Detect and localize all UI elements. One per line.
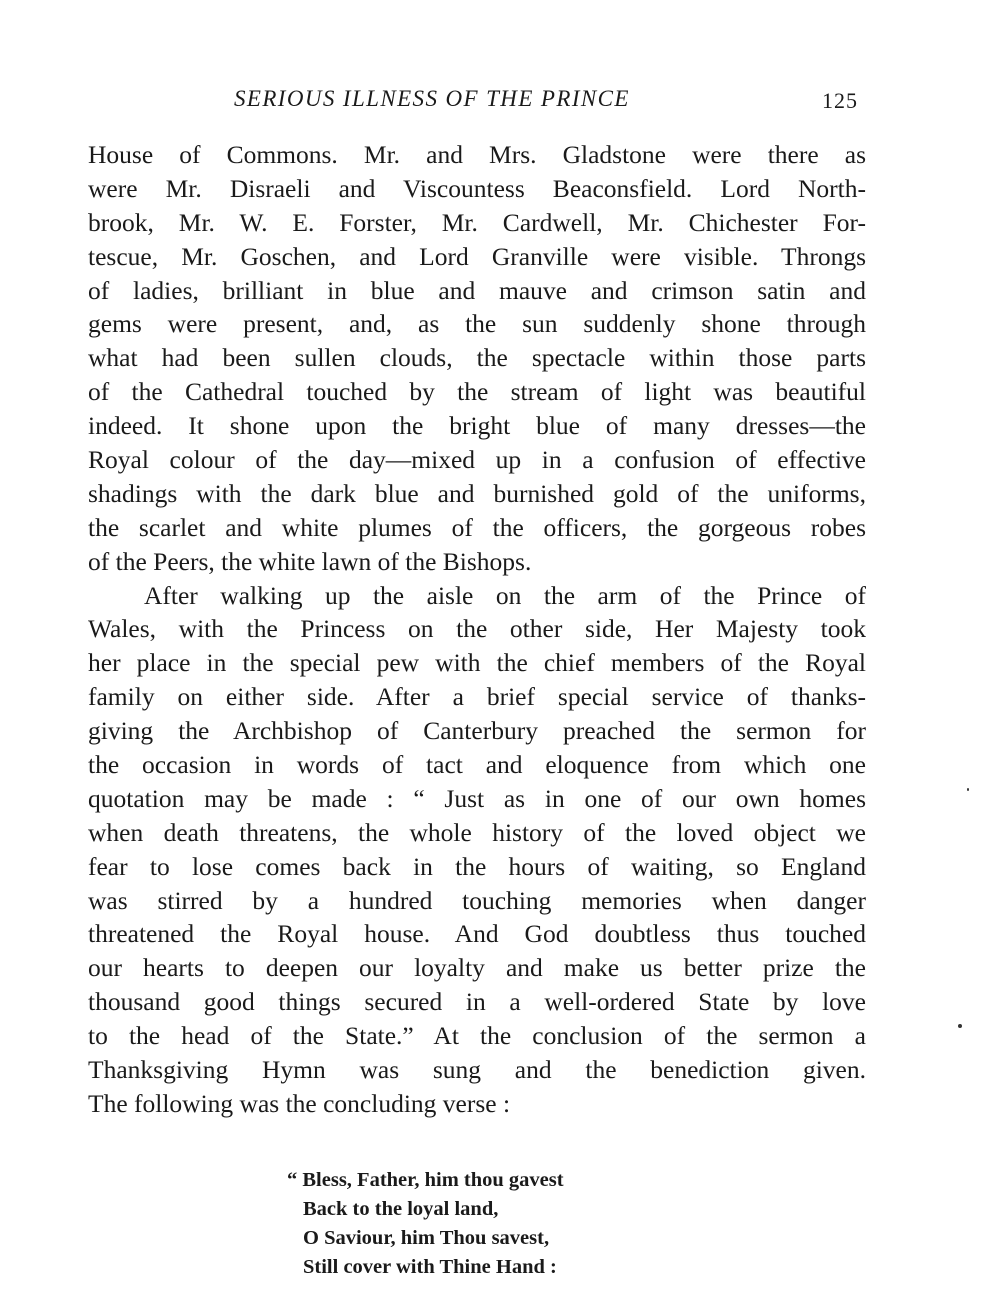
text-line: her place in the special pew with the chief members of the Royal — [88, 648, 866, 678]
text-line: giving the Archbishop of Canterbury preached the sermon for — [88, 716, 866, 746]
text-line: family on either side. After a brief special service of thanks- — [88, 682, 866, 712]
text-line: what had been sullen clouds, the spectacle within those parts — [88, 343, 866, 373]
text-line: shadings with the dark blue and burnished gold of the uniforms, — [88, 478, 866, 508]
page-number: 125 — [822, 88, 858, 113]
ink-speck — [967, 788, 969, 791]
text-line: fear to lose comes back in the hours of waiting, so England — [88, 851, 866, 881]
text-line: threatened the Royal house. And God doubtless thus touched — [88, 919, 866, 949]
text-line: of ladies, brilliant in blue and mauve and crimson satin and — [88, 275, 866, 305]
text-line: The following was the concluding verse : — [88, 1088, 511, 1118]
text-line: when death threatens, the whole history of the loved object we — [88, 817, 866, 847]
text-line: quotation may be made : “ Just as in one of our own homes — [88, 783, 866, 813]
text-line: Royal colour of the day—mixed up in a confusion of effective — [88, 445, 866, 475]
hymn-line: O Saviour, him Thou savest, — [303, 1227, 550, 1249]
text-line: thousand good things secured in a well-ordered State by love — [88, 987, 866, 1017]
running-title: SERIOUS ILLNESS OF THE PRINCE — [234, 86, 630, 111]
ink-speck — [958, 1024, 962, 1028]
text-line: After walking up the aisle on the arm of the Prince of — [144, 580, 866, 610]
text-line: gems were present, and, as the sun suddenly shone through — [88, 309, 866, 339]
text-line: the occasion in words of tact and eloquence from which one — [88, 750, 866, 780]
text-line: indeed. It shone upon the bright blue of many dresses—the — [88, 411, 866, 441]
text-line: was stirred by a hundred touching memories when danger — [88, 885, 866, 915]
hymn-line: “ Bless, Father, him thou gavest — [287, 1169, 564, 1191]
text-line: tescue, Mr. Goschen, and Lord Granville were visible. Throngs — [88, 241, 866, 271]
body-text — [88, 138, 866, 1121]
running-head — [0, 84, 1000, 118]
text-line: of the Peers, the white lawn of the Bishops. — [88, 546, 532, 576]
hymn-verse — [287, 1166, 687, 1282]
text-line: of the Cathedral touched by the stream of light was beautiful — [88, 377, 866, 407]
text-line: Thanksgiving Hymn was sung and the benediction given. — [88, 1055, 866, 1085]
hymn-line: Back to the loyal land, — [303, 1198, 499, 1220]
text-line: our hearts to deepen our loyalty and make us better prize the — [88, 953, 866, 983]
text-line: House of Commons. Mr. and Mrs. Gladstone were there as — [88, 140, 866, 169]
text-line: Wales, with the Princess on the other side, Her Majesty took — [88, 614, 866, 644]
text-line: the scarlet and white plumes of the officers, the gorgeous robes — [88, 512, 866, 542]
text-line: were Mr. Disraeli and Viscountess Beaconsfield. Lord North- — [88, 173, 866, 203]
hymn-line: Still cover with Thine Hand : — [303, 1256, 557, 1278]
text-line: brook, Mr. W. E. Forster, Mr. Cardwell, Mr. Chichester For- — [88, 207, 866, 237]
text-line: to the head of the State.” At the conclusion of the sermon a — [88, 1021, 866, 1051]
